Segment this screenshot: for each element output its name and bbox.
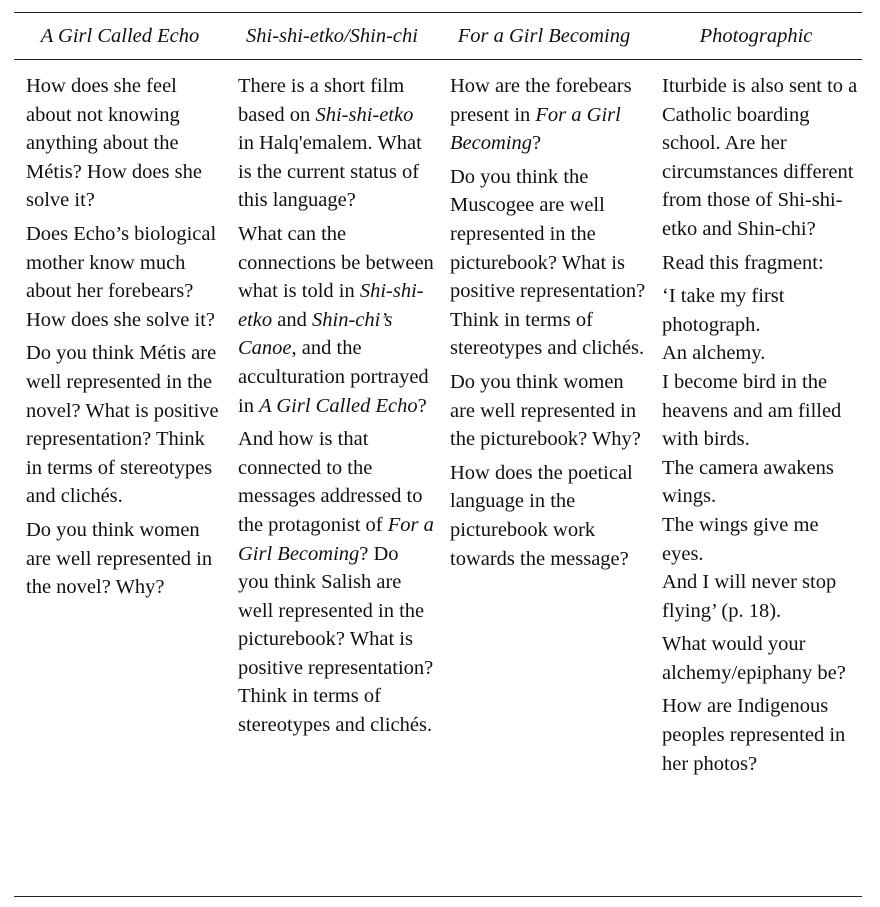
poem-line: ‘I take my first photograph.	[662, 285, 785, 336]
table-body-row	[14, 60, 862, 896]
question-text: And how is that connected to the messages addressed to the protagonist of For a Girl Becoming? Do you think Salish are well represented in the picturebook? What is positive representation? Think in terms of stereotypes and clichés.	[238, 428, 434, 737]
cell-shi-shi-etko	[226, 72, 438, 896]
poem-line: The wings give me eyes.	[662, 513, 819, 565]
question-text: Do you think women are well represented in the picturebook? Why?	[450, 370, 641, 451]
question-text: Iturbide is also sent to a Catholic boarding school. Are her circumstances different from those of Shi-shi-etko and Shin-chi?	[662, 75, 858, 240]
poem-line: The camera awakens wings.	[662, 456, 834, 508]
poem-line: I become bird in the heavens and am filled with birds.	[662, 370, 842, 451]
question-text: Read this fragment:	[662, 251, 824, 274]
table-bottom-rule	[14, 896, 862, 897]
question-text: How are the forebears present in For a Girl Becoming?	[450, 75, 632, 155]
question-text: How does she feel about not knowing anything about the Métis? How does she solve it?	[26, 75, 202, 212]
question-text: Do you think women are well represented in the novel? Why?	[26, 518, 213, 599]
question-text: How does the poetical language in the picturebook work towards the message?	[450, 461, 633, 570]
question-text: There is a short film based on Shi-shi-etko in Halq'emalem. What is the current status of this language?	[238, 75, 422, 212]
book-title: Shin-chi’s Canoe	[238, 308, 393, 360]
book-title: Shi-shi-etko	[315, 103, 414, 126]
header-for-a-girl-becoming: For a Girl Becoming	[457, 24, 631, 47]
question-text: Do you think Métis are well represented in the novel? What is positive representation? Think in terms of stereotypes and clichés.	[26, 342, 219, 508]
question-text: Does Echo’s biological mother know much about her forebears? How does she solve it?	[26, 222, 217, 331]
book-title: A Girl Called Echo	[259, 394, 418, 417]
question-text: Do you think the Muscogee are well represented in the picturebook? What is positive representation? Think in terms of stereotypes and clichés.	[450, 165, 646, 360]
question-text: What can the connections be between what is told in Shi-shi-etko and Shin-chi’s Canoe, and the acculturation portrayed in A Girl Called Echo?	[238, 222, 434, 417]
poem-line: And I will never stop flying’ (p. 18).	[662, 571, 837, 622]
cell-photographic	[650, 72, 862, 896]
header-a-girl-called-echo: A Girl Called Echo	[40, 24, 200, 47]
table-header-row	[14, 13, 862, 59]
questions-table	[14, 12, 862, 897]
header-shi-shi-etko: Shi-shi-etko/Shin-chi	[246, 24, 418, 47]
question-text: What would your alchemy/epiphany be?	[662, 633, 846, 684]
book-title: For a Girl Becoming	[450, 103, 621, 155]
header-photographic: Photographic	[699, 24, 813, 47]
book-title: For a Girl Becoming	[238, 513, 434, 565]
book-title: Shi-shi-etko	[238, 280, 424, 331]
question-text: How are Indigenous peoples represented in her photos?	[662, 695, 846, 775]
cell-a-girl-called-echo	[14, 72, 226, 896]
cell-for-a-girl-becoming	[438, 72, 650, 896]
poem-line: An alchemy.	[662, 342, 766, 365]
